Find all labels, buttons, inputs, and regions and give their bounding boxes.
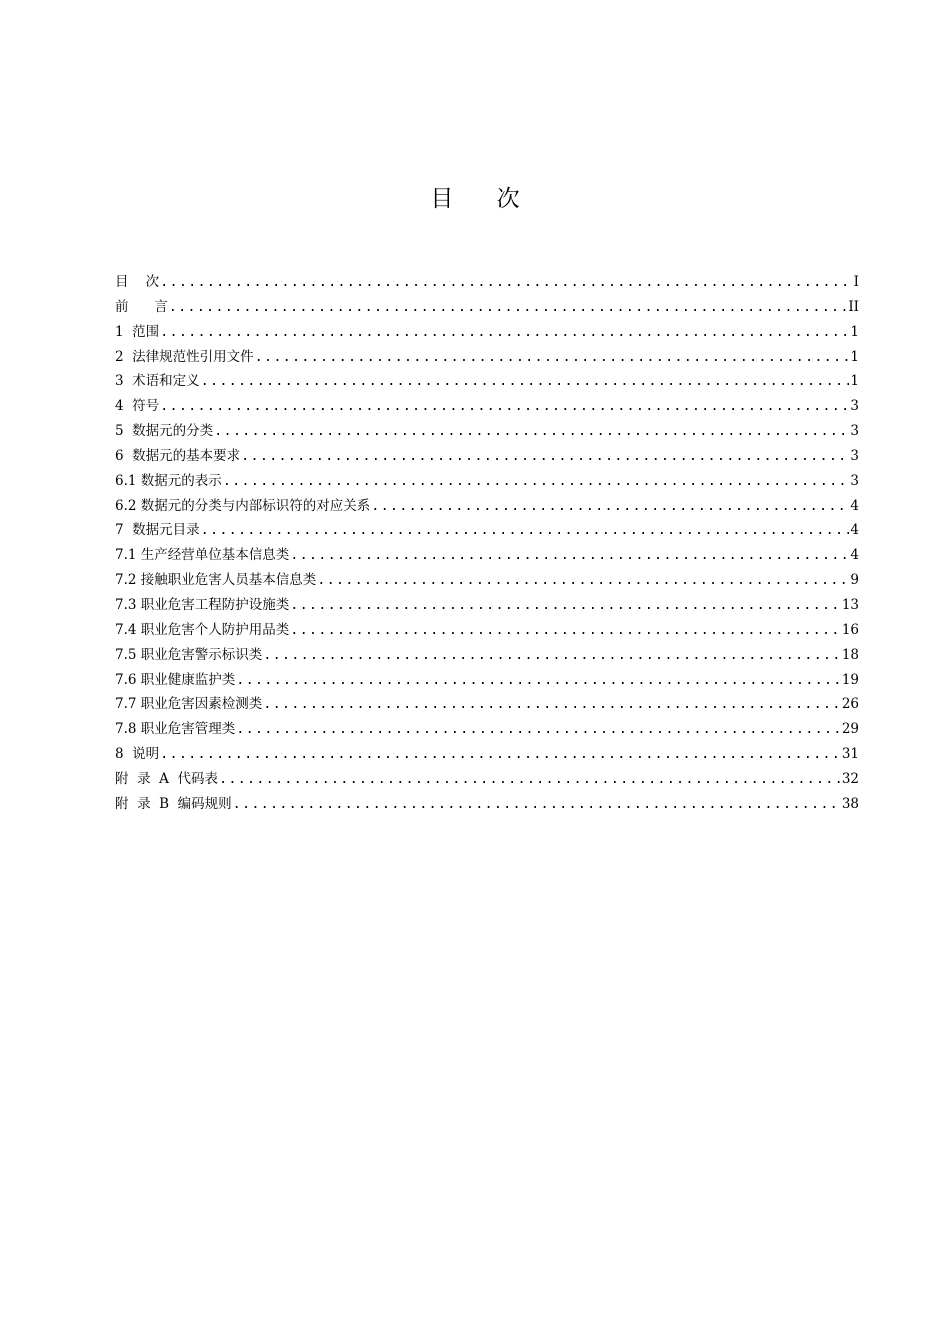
toc-page-number: 3 xyxy=(850,398,859,415)
toc-page-number: 16 xyxy=(841,621,859,638)
toc-entry-label: 7.7 职业危害因素检测类 xyxy=(115,696,263,713)
toc-entry-7-4[interactable] xyxy=(115,618,859,643)
toc-entry-2[interactable] xyxy=(115,345,859,370)
toc-entry-label: 7.1 生产经营单位基本信息类 xyxy=(115,547,290,564)
toc-entry-7-7[interactable] xyxy=(115,692,859,717)
toc-entry-label: 2 法律规范性引用文件 xyxy=(115,348,254,365)
toc-page-number: 19 xyxy=(841,671,859,688)
toc-leader-dots xyxy=(160,320,849,345)
toc-entry-7-1[interactable] xyxy=(115,543,859,568)
toc-entry-label: 7.3 职业危害工程防护设施类 xyxy=(115,596,290,613)
toc-leader-dots xyxy=(219,767,841,792)
toc-page-number: 1 xyxy=(850,348,859,365)
toc-entry-1[interactable] xyxy=(115,320,859,345)
toc-leader-dots xyxy=(236,668,841,693)
toc-page-number: 1 xyxy=(850,373,859,390)
toc-entry-label: 3 术语和定义 xyxy=(115,373,200,390)
toc-entry-7-6[interactable] xyxy=(115,668,859,693)
toc-entry-label: 6.1 数据元的表示 xyxy=(115,472,222,489)
toc-entry-label: 附 录 B 编码规则 xyxy=(115,795,232,812)
toc-page-number: I xyxy=(853,274,859,290)
toc-entry-appendix-b[interactable] xyxy=(115,792,859,817)
toc-entry-7-8[interactable] xyxy=(115,717,859,742)
toc-entry-7-5[interactable] xyxy=(115,643,859,668)
toc-entry-5[interactable] xyxy=(115,419,859,444)
toc-leader-dots xyxy=(233,792,841,817)
toc-leader-dots xyxy=(241,444,849,469)
toc-leader-dots xyxy=(201,369,850,394)
toc-leader-dots xyxy=(263,643,841,668)
toc-entry-contents[interactable] xyxy=(115,270,859,295)
toc-page-number: 3 xyxy=(850,447,859,464)
toc-page-number: 3 xyxy=(850,472,859,489)
toc-page-number: 32 xyxy=(841,770,859,787)
page-title: 目 次 xyxy=(430,186,538,212)
toc-entry-label: 附 录 A 代码表 xyxy=(115,770,218,787)
toc-entry-7-3[interactable] xyxy=(115,593,859,618)
toc-leader-dots xyxy=(214,419,849,444)
toc-page-number: 13 xyxy=(841,596,859,613)
toc-leader-dots xyxy=(160,270,852,295)
toc-page-number: 9 xyxy=(850,572,859,589)
toc-entry-foreword[interactable] xyxy=(115,295,859,320)
toc-leader-dots xyxy=(263,692,841,717)
toc-page-number: 31 xyxy=(841,746,859,763)
toc-leader-dots xyxy=(290,593,841,618)
toc-leader-dots xyxy=(255,345,850,370)
toc-entry-label: 1 范围 xyxy=(115,323,160,340)
toc-page-number: 4 xyxy=(850,497,859,514)
toc-entry-label: 7.2 接触职业危害人员基本信息类 xyxy=(115,572,317,589)
toc-page-number: 26 xyxy=(841,696,859,713)
toc-leader-dots xyxy=(371,494,849,519)
toc-leader-dots xyxy=(317,568,849,593)
toc-entry-label: 7.5 职业危害警示标识类 xyxy=(115,646,263,663)
toc-page-number: 29 xyxy=(841,721,859,738)
toc-leader-dots xyxy=(169,295,848,320)
toc-entry-label: 7 数据元目录 xyxy=(115,522,200,539)
toc-leader-dots xyxy=(290,618,841,643)
toc-entry-6[interactable] xyxy=(115,444,859,469)
toc-entry-8[interactable] xyxy=(115,742,859,767)
toc-entry-label: 前 言 xyxy=(115,298,168,315)
toc-entry-label: 目 次 xyxy=(115,274,160,290)
toc-leader-dots xyxy=(201,518,850,543)
toc-entry-6-2[interactable] xyxy=(115,494,859,519)
toc-leader-dots xyxy=(160,394,849,419)
toc-entry-label: 7.6 职业健康监护类 xyxy=(115,671,236,688)
toc-entry-4[interactable] xyxy=(115,394,859,419)
toc-entry-label: 8 说明 xyxy=(115,746,160,763)
toc-entry-label: 4 符号 xyxy=(115,398,160,415)
toc-page-number: 4 xyxy=(850,547,859,564)
toc-entry-3[interactable] xyxy=(115,369,859,394)
toc-page-number: 18 xyxy=(841,646,859,663)
toc-page-number: 1 xyxy=(850,323,859,340)
toc-leader-dots xyxy=(223,469,850,494)
toc-entry-label: 6.2 数据元的分类与内部标识符的对应关系 xyxy=(115,497,371,514)
toc-entry-7-2[interactable] xyxy=(115,568,859,593)
toc-page-number: 4 xyxy=(850,522,859,539)
toc-page-number: II xyxy=(848,298,859,315)
toc-leader-dots xyxy=(160,742,841,767)
toc-entry-6-1[interactable] xyxy=(115,469,859,494)
toc-entry-label: 6 数据元的基本要求 xyxy=(115,447,241,464)
toc-leader-dots xyxy=(290,543,849,568)
toc-entry-label: 7.8 职业危害管理类 xyxy=(115,721,236,738)
toc-page-number: 38 xyxy=(841,795,859,812)
toc-page-number: 3 xyxy=(850,423,859,440)
toc-leader-dots xyxy=(236,717,841,742)
table-of-contents xyxy=(115,270,859,817)
toc-entry-appendix-a[interactable] xyxy=(115,767,859,792)
toc-entry-label: 5 数据元的分类 xyxy=(115,423,214,440)
toc-entry-7[interactable] xyxy=(115,518,859,543)
toc-entry-label: 7.4 职业危害个人防护用品类 xyxy=(115,621,290,638)
